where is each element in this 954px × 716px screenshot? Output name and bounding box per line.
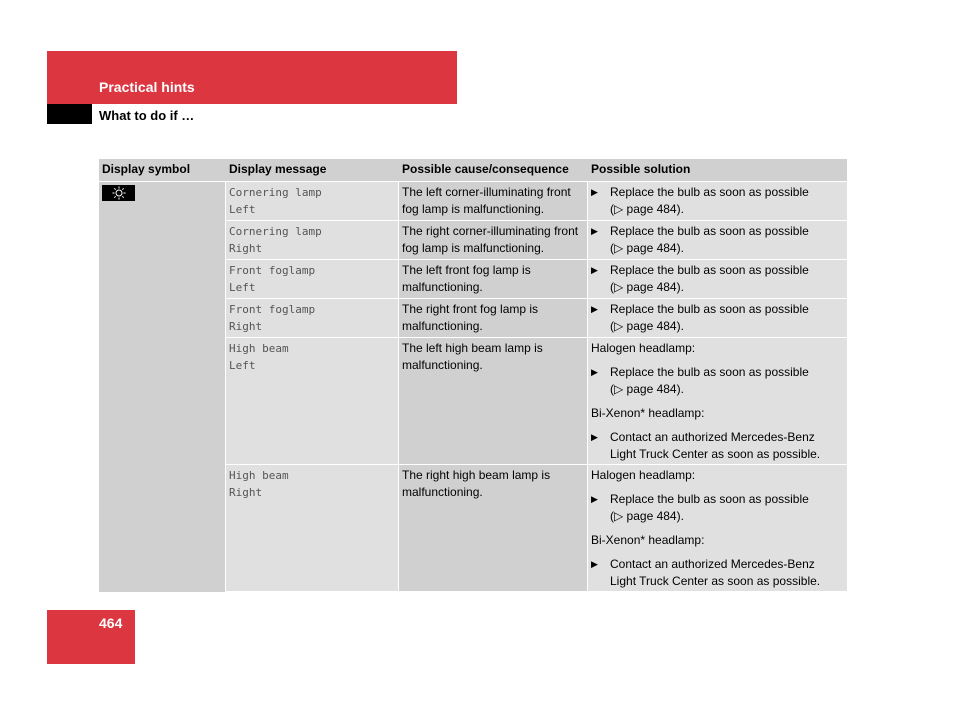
display-message-line: High beam <box>229 342 289 355</box>
display-message-line: Front foglamp <box>229 303 316 316</box>
bullet-arrow-icon: ▶ <box>591 494 598 504</box>
solution-bullet-text <box>610 364 844 398</box>
header-bar <box>47 51 457 104</box>
solution-bullet-text <box>610 301 844 335</box>
subsection-marker <box>47 104 92 124</box>
solution-line: (▷ page 484). <box>610 280 684 294</box>
bullet-arrow-icon: ▶ <box>591 367 598 377</box>
solution-line: Light Truck Center as soon as possible. <box>610 447 821 461</box>
table-row <box>226 182 847 221</box>
display-message-cell <box>226 338 399 464</box>
possible-solution-cell <box>588 221 847 259</box>
table-row <box>226 338 847 465</box>
possible-solution-cell <box>588 182 847 220</box>
subsection-title: What to do if … <box>99 108 195 123</box>
solution-line: Replace the bulb as soon as possible <box>610 185 809 199</box>
solution-line: Replace the bulb as soon as possible <box>610 224 809 238</box>
display-messages-table <box>99 159 847 592</box>
solution-line: Replace the bulb as soon as possible <box>610 263 809 277</box>
bullet-arrow-icon: ▶ <box>591 187 598 197</box>
solution-bullet-text <box>610 262 844 296</box>
possible-solution-cell <box>588 465 847 591</box>
display-message-line: Left <box>229 281 256 294</box>
possible-cause-cell: The left front fog lamp is malfunctioning. <box>399 260 588 298</box>
solution-bullet <box>591 364 844 398</box>
solution-bullet-text <box>610 556 844 590</box>
table-row <box>226 260 847 299</box>
solution-bullet <box>591 301 844 335</box>
section-title: Practical hints <box>99 79 195 95</box>
solution-line: (▷ page 484). <box>610 241 684 255</box>
table-row <box>226 299 847 338</box>
possible-solution-cell <box>588 260 847 298</box>
possible-cause-cell: The left high beam lamp is malfunctioning. <box>399 338 588 464</box>
col-header-possible-solution: Possible solution <box>591 162 691 176</box>
display-message-cell <box>226 221 399 259</box>
display-message-line: Left <box>229 359 256 372</box>
display-message-cell <box>226 465 399 591</box>
bullet-arrow-icon: ▶ <box>591 559 598 569</box>
display-message-line: Left <box>229 203 256 216</box>
solution-line: (▷ page 484). <box>610 319 684 333</box>
solution-bullet-text <box>610 223 844 257</box>
solution-line: Replace the bulb as soon as possible <box>610 365 809 379</box>
solution-label: Halogen headlamp: <box>591 341 696 355</box>
table-rows <box>226 182 847 592</box>
table-row <box>226 221 847 260</box>
solution-bullet <box>591 223 844 257</box>
display-message-cell <box>226 299 399 337</box>
display-message-line: Cornering lamp <box>229 186 322 199</box>
solution-bullet <box>591 184 844 218</box>
solution-bullet <box>591 556 844 590</box>
solution-bullet <box>591 429 844 463</box>
display-message-line: Cornering lamp <box>229 225 322 238</box>
col-header-display-symbol: Display symbol <box>102 162 191 176</box>
possible-cause-cell: The right front fog lamp is malfunctioning. <box>399 299 588 337</box>
solution-line: Contact an authorized Mercedes-Benz <box>610 430 815 444</box>
possible-cause-cell: The right corner-illuminating front fog lamp is malfunctioning. <box>399 221 588 259</box>
col-header-possible-cause: Possible cause/consequence <box>402 162 569 176</box>
display-message-line: Front foglamp <box>229 264 316 277</box>
solution-line: (▷ page 484). <box>610 202 684 216</box>
solution-bullet <box>591 491 844 525</box>
possible-cause-cell: The right high beam lamp is malfunctioning. <box>399 465 588 591</box>
bullet-arrow-icon: ▶ <box>591 432 598 442</box>
bullet-arrow-icon: ▶ <box>591 226 598 236</box>
solution-line: (▷ page 484). <box>610 382 684 396</box>
possible-solution-cell <box>588 338 847 464</box>
possible-cause-cell: The left corner-illuminating front fog lamp is malfunctioning. <box>399 182 588 220</box>
solution-line: Replace the bulb as soon as possible <box>610 492 809 506</box>
solution-line: Replace the bulb as soon as possible <box>610 302 809 316</box>
solution-line: Contact an authorized Mercedes-Benz <box>610 557 815 571</box>
display-message-line: Right <box>229 242 263 255</box>
display-message-line: Right <box>229 320 263 333</box>
solution-label: Bi-Xenon* headlamp: <box>591 406 705 420</box>
display-message-line: High beam <box>229 469 289 482</box>
solution-bullet-text <box>610 491 844 525</box>
table-header <box>99 159 847 182</box>
bulb-warning-icon <box>102 185 135 201</box>
col-header-display-message: Display message <box>229 162 327 176</box>
solution-bullet-text <box>610 429 844 463</box>
solution-bullet <box>591 262 844 296</box>
display-message-cell <box>226 260 399 298</box>
display-symbol-cell <box>99 182 226 592</box>
solution-line: (▷ page 484). <box>610 509 684 523</box>
display-message-line: Right <box>229 486 263 499</box>
bullet-arrow-icon: ▶ <box>591 265 598 275</box>
possible-solution-cell <box>588 299 847 337</box>
solution-label: Bi-Xenon* headlamp: <box>591 533 705 547</box>
table-row <box>226 465 847 592</box>
page-number: 464 <box>99 615 123 631</box>
solution-bullet-text <box>610 184 844 218</box>
bullet-arrow-icon: ▶ <box>591 304 598 314</box>
solution-line: Light Truck Center as soon as possible. <box>610 574 821 588</box>
display-message-cell <box>226 182 399 220</box>
solution-label: Halogen headlamp: <box>591 468 696 482</box>
